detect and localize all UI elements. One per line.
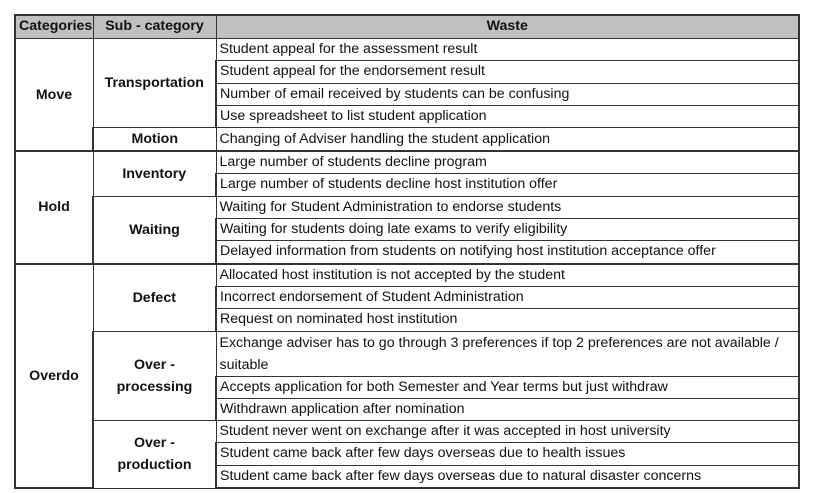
category-overdo: Overdo — [15, 264, 93, 488]
waste-item: Withdrawn application after nomination — [216, 398, 799, 420]
subcategory-defect: Defect — [93, 264, 216, 331]
waste-item: Student appeal for the endorsement result — [216, 61, 799, 83]
table-row — [15, 331, 799, 376]
table-row — [15, 196, 799, 218]
waste-item: Exchange adviser has to go through 3 preferences if top 2 preferences are not available / suitable — [216, 331, 799, 376]
subcategory-transportation: Transportation — [93, 39, 216, 128]
waste-item: Student came back after few days overseas due to health issues — [216, 443, 799, 465]
subcategory-over-processing: Over - processing — [93, 331, 216, 421]
waste-item: Delayed information from students on notifying host institution acceptance offer — [216, 241, 799, 264]
waste-item: Use spreadsheet to list student application — [216, 105, 799, 127]
waste-item: Student never went on exchange after it was accepted in host university — [216, 421, 799, 443]
waste-item: Request on nominated host institution — [216, 309, 799, 331]
subcategory-inventory: Inventory — [93, 151, 216, 196]
waste-item: Student came back after few days overseas due to natural disaster concerns — [216, 465, 799, 488]
waste-item: Number of email received by students can be confusing — [216, 83, 799, 105]
waste-item: Allocated host institution is not accepted by the student — [216, 264, 799, 287]
table-row — [15, 151, 799, 174]
header-waste: Waste — [216, 15, 799, 39]
subcategory-waiting: Waiting — [93, 196, 216, 263]
category-move: Move — [15, 39, 93, 152]
waste-table — [14, 14, 800, 489]
header-row — [15, 15, 799, 39]
waste-item: Student appeal for the assessment result — [216, 39, 799, 61]
table-row — [15, 39, 799, 61]
table-row — [15, 264, 799, 287]
waste-item: Large number of students decline program — [216, 151, 799, 174]
waste-item: Accepts application for both Semester and Year terms but just withdraw — [216, 376, 799, 398]
subcategory-motion: Motion — [93, 128, 216, 152]
waste-item: Waiting for students doing late exams to verify eligibility — [216, 219, 799, 241]
header-categories: Categories — [15, 15, 93, 39]
waste-item: Incorrect endorsement of Student Administration — [216, 286, 799, 308]
header-sub-category: Sub - category — [93, 15, 216, 39]
table-row — [15, 421, 799, 443]
subcategory-over-production: Over - production — [93, 421, 216, 488]
waste-item: Changing of Adviser handling the student application — [216, 128, 799, 152]
waste-item: Waiting for Student Administration to endorse students — [216, 196, 799, 218]
table-row — [15, 128, 799, 152]
category-hold: Hold — [15, 151, 93, 263]
waste-item: Large number of students decline host institution offer — [216, 174, 799, 196]
